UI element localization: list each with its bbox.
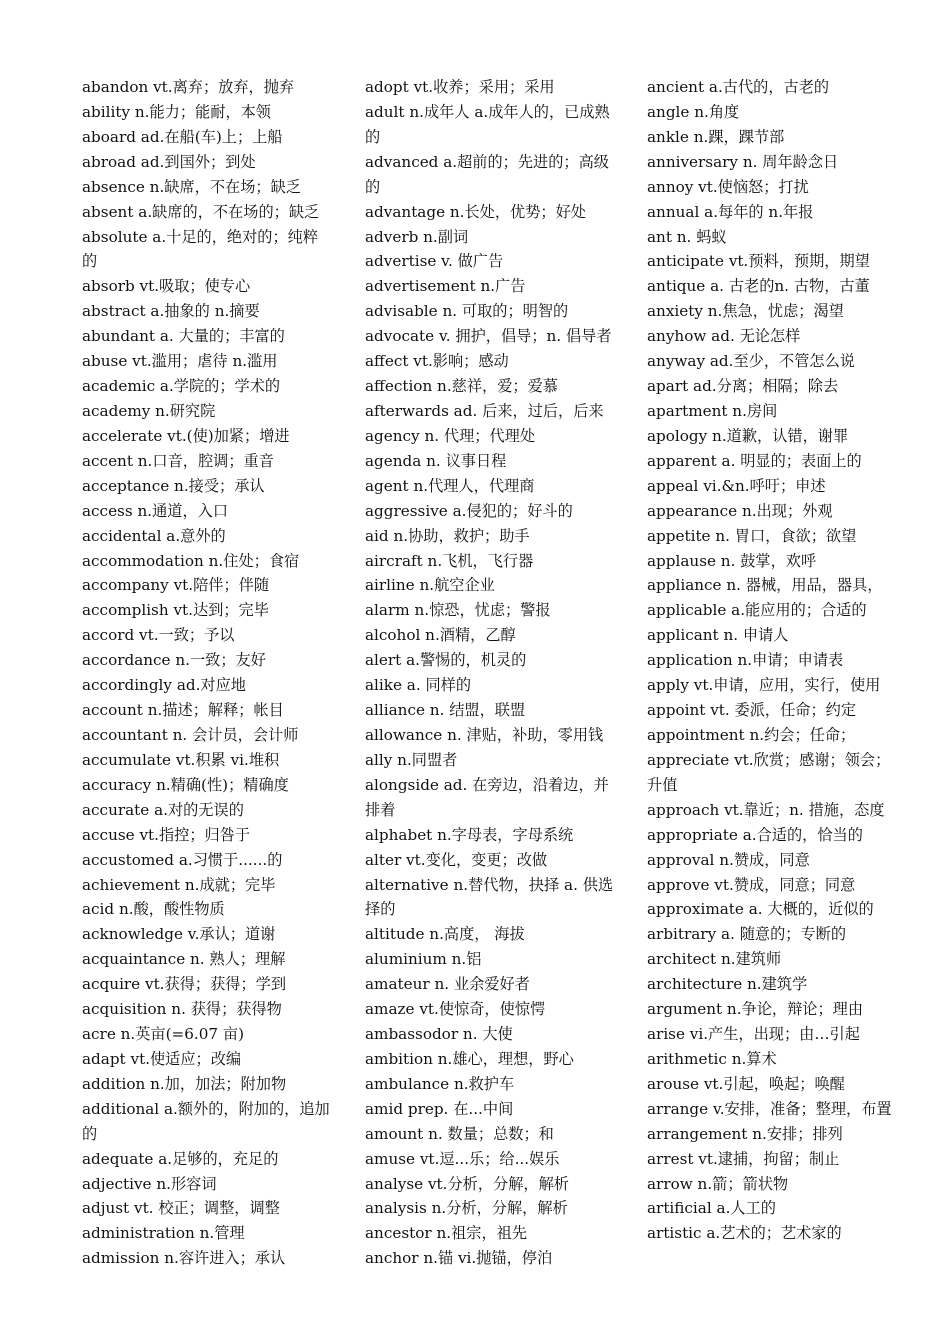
vocab-entry: appoint vt. 委派，任命；约定 [647,701,857,720]
vocab-entry: accustomed a.习惯于......的 [82,850,283,869]
vocab-entry: adjective n.形容词 [82,1174,217,1193]
vocab-entry: apply vt.申请，应用，实行，使用 [647,676,881,695]
vocabulary-column-3 [647,75,897,1246]
vocab-entry: acceptance n.接受；承认 [82,476,265,495]
vocab-entry: antique a. 古老的n. 古物，古董 [647,277,870,296]
vocab-entry: abuse vt.滥用；虐待 n.滥用 [82,352,278,371]
vocab-entry: advisable n. 可取的；明智的 [365,302,569,321]
vocab-entry: accountant n. 会计员，会计师 [82,725,299,744]
vocab-entry: agent n.代理人，代理商 [365,476,535,495]
vocab-entry: alter vt.变化，变更；改做 [365,850,548,869]
vocab-entry: affection n.慈祥，爱；爱慕 [365,377,558,396]
vocab-entry: adjust vt. 校正；调整，调整 [82,1199,280,1218]
vocab-entry: approximate a. 大概的，近似的 [647,900,874,919]
vocab-entry: advertisement n.广告 [365,277,526,296]
vocab-entry: accordingly ad.对应地 [82,676,246,695]
vocab-entry: appointment n.约会；任命； [647,725,856,744]
vocab-entry: absent a.缺席的，不在场的；缺乏 [82,202,320,221]
vocab-entry: arrest vt.逮捕，拘留；制止 [647,1149,840,1168]
vocab-entry: architecture n.建筑学 [647,975,808,994]
vocab-entry: access n.通道，入口 [82,501,229,520]
vocab-entry: advantage n.长处，优势；好处 [365,202,586,221]
vocab-entry: appeal vi.&n.呼吁；申述 [647,476,826,495]
vocab-entry: anxiety n.焦急，忧虑；渴望 [647,302,844,321]
vocab-entry: arise vi.产生，出现；由…引起 [647,1025,860,1044]
vocab-entry: arrangement n.安排；排列 [647,1124,843,1143]
vocab-entry: alcohol n.酒精，乙醇 [365,626,516,645]
vocab-entry: amount n. 数量；总数；和 [365,1124,554,1143]
vocab-entry: account n.描述；解释；帐目 [82,701,284,720]
vocabulary-column-2 [365,75,615,1271]
vocab-entry: ant n. 蚂蚁 [647,227,727,246]
vocab-entry: advocate v. 拥护，倡导；n. 倡导者 [365,327,612,346]
vocab-entry: arouse vt.引起，唤起；唤醒 [647,1074,845,1093]
vocab-entry: advertise v. 做广告 [365,252,504,271]
vocab-entry: agency n. 代理；代理处 [365,426,536,445]
vocab-entry: artistic a.艺术的；艺术家的 [647,1224,842,1243]
vocab-entry: acknowledge v.承认；道谢 [82,925,276,944]
vocab-entry: abstract a.抽象的 n.摘要 [82,302,260,321]
vocab-entry: apartment n.房间 [647,401,778,420]
vocab-entry: appetite n. 胃口，食欲；欲望 [647,526,857,545]
vocab-entry: accordance n.一致；友好 [82,651,266,670]
vocab-entry: ancestor n.祖宗，祖先 [365,1224,528,1243]
vocab-entry: academic a.学院的；学术的 [82,377,281,396]
vocab-entry: apart ad.分离；相隔；除去 [647,377,839,396]
vocab-entry: analysis n.分析，分解，解析 [365,1199,568,1218]
vocab-entry: abundant a. 大量的；丰富的 [82,327,285,346]
vocab-entry: abandon vt.离弃；放弃，抛弃 [82,78,295,96]
vocab-entry: applause n. 鼓掌，欢呼 [647,551,817,570]
vocab-entry: addition n.加，加法；附加物 [82,1074,287,1093]
vocab-entry: altitude n.高度， 海拔 [365,925,525,944]
vocab-entry: aluminium n.铝 [365,950,482,969]
vocab-entry: argument n.争论，辩论；理由 [647,1000,864,1019]
vocab-entry: accelerate vt.(使)加紧；增进 [82,426,290,445]
vocab-entry: acid n.酸，酸性物质 [82,900,225,919]
vocab-entry: accomplish vt.达到；完毕 [82,601,269,620]
vocab-entry: architect n.建筑师 [647,950,782,969]
vocab-entry: alphabet n.字母表，字母系统 [365,825,574,844]
vocab-entry: acre n.英亩(=6.07 亩) [82,1025,245,1044]
vocab-entry: amaze vt.使惊奇，使惊愕 [365,1000,546,1019]
vocab-entry: accumulate vt.积累 vi.堆积 [82,750,280,769]
vocab-entry: acquire vt.获得；获得；学到 [82,975,287,994]
vocab-entry: abroad ad.到国外；到处 [82,152,256,171]
vocab-entry: adverb n.副词 [365,227,469,246]
vocab-entry: anticipate vt.预料，预期，期望 [647,252,870,271]
vocab-entry: alike a. 同样的 [365,676,472,695]
vocab-entry: accuracy n.精确(性)；精确度 [82,775,289,794]
vocab-entry: alarm n.惊恐，忧虑；警报 [365,601,551,620]
vocab-entry: airline n.航空企业 [365,576,495,595]
vocabulary-column-1 [82,75,332,1271]
vocab-entry: absence n.缺席，不在场；缺乏 [82,177,301,196]
vocab-entry: arrow n.箭；箭状物 [647,1174,789,1193]
vocab-entry: anyhow ad. 无论怎样 [647,327,801,346]
vocab-entry: artificial a.人工的 [647,1199,776,1218]
vocab-entry: administration n.管理 [82,1224,245,1243]
vocab-entry: ankle n.踝，踝节部 [647,127,785,146]
vocab-entry: arithmetic n.算术 [647,1049,777,1068]
vocab-entry: ally n.同盟者 [365,750,458,769]
vocab-entry: accurate a.对的无误的 [82,800,244,819]
vocab-entry: annoy vt.使恼怒；打扰 [647,177,809,196]
vocab-entry: anchor n.锚 vi.抛锚，停泊 [365,1249,553,1268]
vocab-entry: anniversary n. 周年龄念日 [647,152,839,171]
vocab-entry: allowance n. 津贴，补助，零用钱 [365,725,604,744]
vocab-entry: aboard ad.在船(车)上；上船 [82,127,283,146]
vocab-entry: arrange v.安排，准备；整理，布置 [647,1099,892,1118]
vocab-entry: ambition n.雄心，理想，野心 [365,1049,574,1068]
vocab-entry: accent n.口音，腔调；重音 [82,451,274,470]
vocab-entry: approach vt.靠近；n. 措施，态度 [647,800,885,819]
vocab-entry: adapt vt.使适应；改编 [82,1049,242,1068]
vocab-entry: accord vt.一致；予以 [82,626,235,645]
vocab-entry: application n.申请；申请表 [647,651,844,670]
vocab-entry: aircraft n.飞机，飞行器 [365,551,534,570]
vocab-entry: advanced a.超前的；先进的；高级的 [365,152,609,196]
vocab-entry: ambassodor n. 大使 [365,1025,513,1044]
vocab-entry: aid n.协助，救护；助手 [365,526,530,545]
vocab-entry: acquaintance n. 熟人；理解 [82,950,286,969]
vocab-entry: ability n.能力；能耐，本领 [82,102,271,121]
vocab-entry: adequate a.足够的，充足的 [82,1149,279,1168]
vocab-entry: appreciate vt.欣赏；感谢；领会；升值 [647,750,891,794]
vocab-entry: anyway ad.至少，不管怎么说 [647,352,855,371]
vocab-entry: alternative n.替代物，抉择 a. 供选择的 [365,875,614,919]
vocab-entry: achievement n.成就；完毕 [82,875,276,894]
vocab-entry: agenda n. 议事日程 [365,451,507,470]
vocab-entry: aggressive a.侵犯的；好斗的 [365,501,573,520]
vocab-entry: additional a.额外的，附加的，追加的 [82,1099,330,1143]
vocab-entry: approval n.赞成，同意 [647,850,810,869]
vocab-entry: admission n.容许进入；承认 [82,1249,286,1268]
vocab-entry: ancient a.古代的，古老的 [647,78,830,96]
vocab-entry: absorb vt.吸取；使专心 [82,277,251,296]
vocab-entry: adult n.成年人 a.成年人的，已成熟的 [365,102,610,146]
vocab-entry: appropriate a.合适的，恰当的 [647,825,863,844]
vocab-entry: angle n.角度 [647,102,740,121]
vocab-entry: appearance n.出现；外观 [647,501,833,520]
vocab-entry: accompany vt.陪伴；伴随 [82,576,270,595]
vocab-entry: amuse vt.逗...乐；给...娱乐 [365,1149,560,1168]
vocab-entry: accommodation n.住处；食宿 [82,551,300,570]
vocab-entry: affect vt.影响；感动 [365,352,509,371]
vocab-entry: ambulance n.救护车 [365,1074,515,1093]
vocab-entry: accidental a.意外的 [82,526,226,545]
vocab-entry: amateur n. 业余爱好者 [365,975,530,994]
vocab-entry: annual a.每年的 n.年报 [647,202,814,221]
vocab-entry: appliance n. 器械，用品，器具， [647,576,883,595]
vocab-entry: academy n.研究院 [82,401,216,420]
vocab-entry: approve vt.赞成，同意；同意 [647,875,856,894]
vocab-entry: alert a.警惕的，机灵的 [365,651,527,670]
vocab-entry: analyse vt.分析，分解，解析 [365,1174,569,1193]
vocab-entry: afterwards ad. 后来，过后，后来 [365,401,604,420]
vocab-entry: amid prep. 在...中间 [365,1099,514,1118]
vocab-entry: accuse vt.指控；归咎于 [82,825,251,844]
vocab-entry: applicable a.能应用的；合适的 [647,601,867,620]
vocab-entry: apparent a. 明显的；表面上的 [647,451,862,470]
vocab-entry: acquisition n. 获得；获得物 [82,1000,282,1019]
vocab-entry: alliance n. 结盟，联盟 [365,701,526,720]
vocab-entry: absolute a.十足的，绝对的；纯粹的 [82,227,319,271]
vocab-entry: apology n.道歉，认错，谢罪 [647,426,849,445]
vocab-entry: arbitrary a. 随意的；专断的 [647,925,847,944]
vocab-entry: adopt vt.收养；采用；采用 [365,78,555,96]
vocab-entry: alongside ad. 在旁边，沿着边，并排着 [365,775,609,819]
vocab-entry: applicant n. 申请人 [647,626,789,645]
